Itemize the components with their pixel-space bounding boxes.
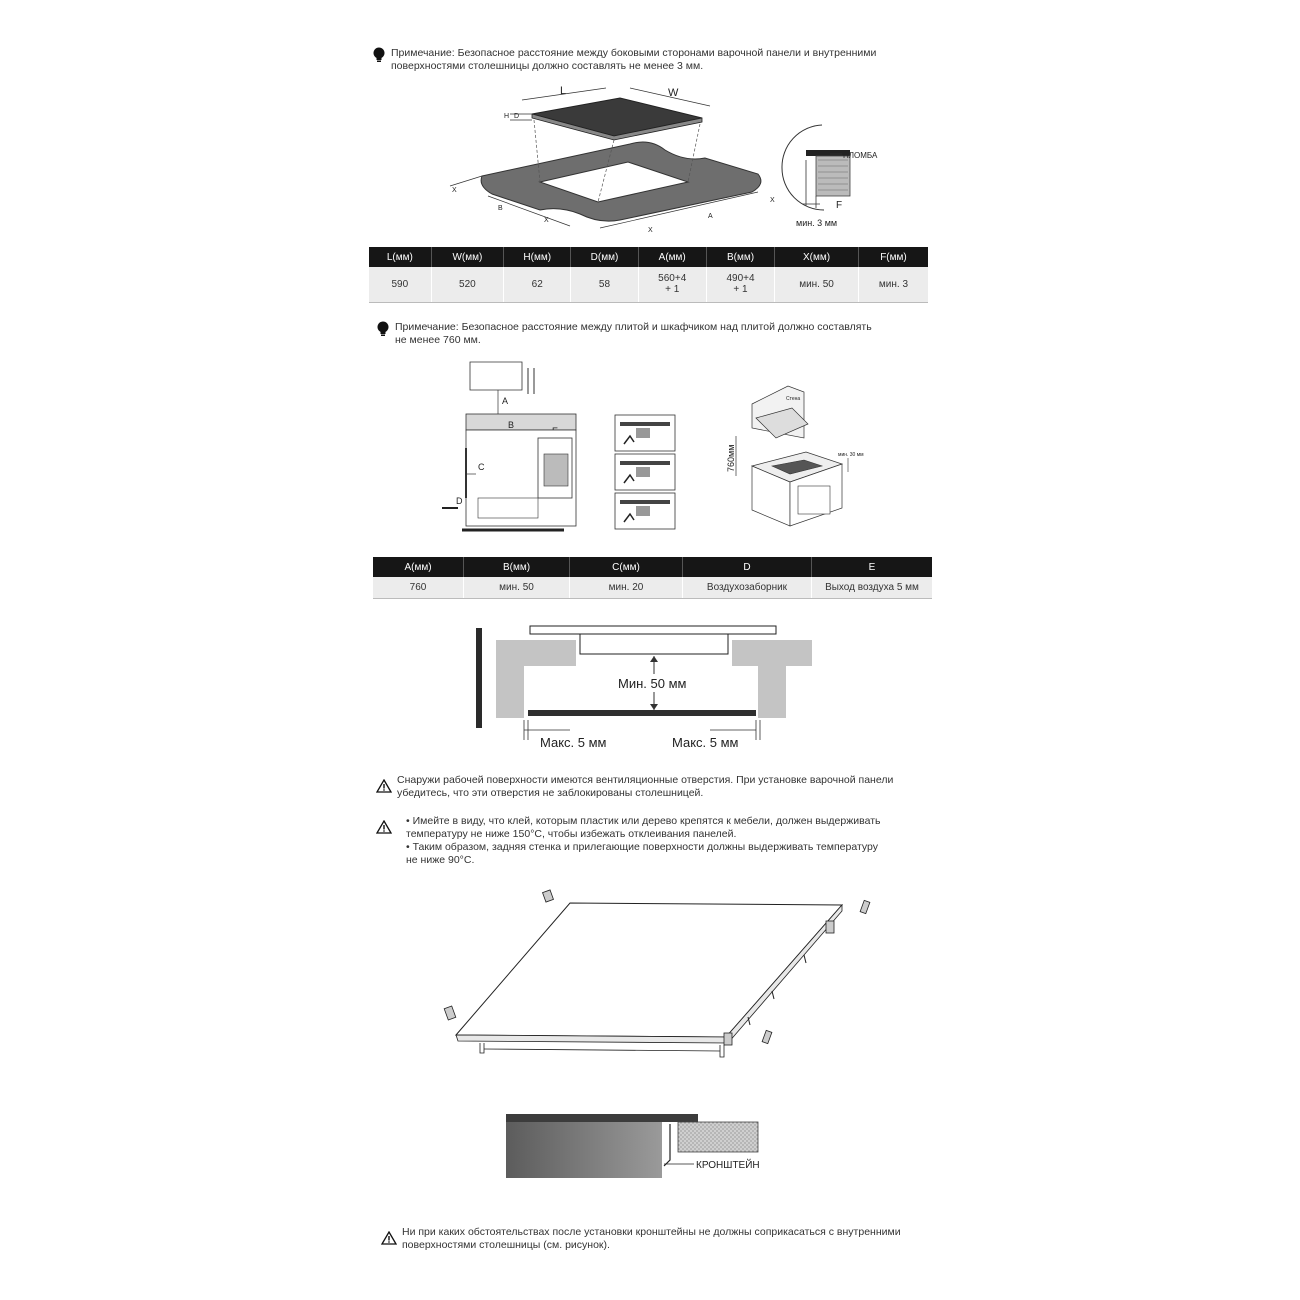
label-760mm: 760мм — [726, 444, 736, 472]
header-cell: H(мм) — [504, 247, 571, 267]
warning-icon — [376, 820, 392, 834]
warning-2-line-4: не ниже 90°С. — [406, 854, 475, 866]
table-cell: 760 — [373, 577, 464, 598]
label-X-bottom-left: X — [544, 217, 549, 224]
label-B: B — [508, 420, 515, 430]
warning-1 — [376, 774, 936, 802]
seal-detail-diagram — [772, 120, 892, 235]
label-C: C — [478, 462, 485, 472]
label-L: L — [560, 85, 567, 97]
label-D: D — [456, 496, 463, 506]
table-row — [369, 267, 928, 302]
table-row — [373, 577, 932, 598]
label-X-left: X — [452, 187, 457, 194]
warning-icon — [376, 779, 392, 793]
bracket-label: КРОНШТЕЙН — [696, 1160, 760, 1171]
table-cell: 520 — [431, 267, 503, 302]
warning-2-line-3: • Таким образом, задняя стенка и прилегающие поверхности должны выдерживать температуру — [406, 841, 878, 853]
label-A: A — [708, 213, 713, 220]
table-cell: мин. 3 — [858, 267, 928, 302]
label-X-right: X — [770, 197, 775, 204]
label-H: H — [504, 113, 510, 120]
bulb-icon — [372, 47, 386, 63]
min-50mm-label: Мин. 50 мм — [618, 676, 687, 691]
header-cell: X(мм) — [775, 247, 859, 267]
table-cell: 590 — [369, 267, 431, 302]
max-5mm-right-label: Макс. 5 мм — [672, 735, 739, 750]
label-X-bottom: X — [648, 227, 653, 234]
table-cell: мин. 50 — [775, 267, 859, 302]
header-cell: L(мм) — [369, 247, 431, 267]
warning-icon — [381, 1231, 397, 1245]
table-cell: 560+4 + 1 — [638, 267, 706, 302]
note-1-line-2: поверхностями столешницы должно составлять не менее 3 мм. — [391, 60, 704, 72]
kitchen-3d-diagram — [716, 380, 876, 530]
warning-1-line-1: Снаружи рабочей поверхности имеются вентиляционные отверстия. При установке варочной панели — [397, 774, 894, 786]
label-F: F — [836, 200, 843, 211]
header-cell: A(мм) — [638, 247, 706, 267]
table-cell: 62 — [504, 267, 571, 302]
note-1 — [372, 47, 932, 75]
wall-label: Стена — [786, 396, 801, 402]
label-A: A — [502, 396, 509, 406]
label-D: D — [514, 113, 520, 120]
cabinet-clearance-diagram — [438, 358, 588, 538]
min-30mm-label: мин. 30 мм — [838, 452, 864, 458]
header-cell: W(мм) — [431, 247, 503, 267]
label-W: W — [668, 87, 679, 99]
table-header-row — [369, 247, 928, 267]
table-cell: 490+4 + 1 — [706, 267, 774, 302]
bulb-icon — [376, 321, 390, 337]
warning-2-line-2: температуру не ниже 150°С, чтобы избежать отклеивания панелей. — [406, 828, 737, 840]
table-cell: 58 — [571, 267, 638, 302]
warning-3-line-1: Ни при каких обстоятельствах после установки кронштейны не должны соприкасаться с внутренними — [402, 1226, 901, 1238]
table-cell: мин. 20 — [570, 577, 683, 598]
header-cell: B(мм) — [706, 247, 774, 267]
note-2-line-2: не менее 760 мм. — [395, 334, 481, 346]
table-header-row — [373, 557, 932, 577]
warning-1-line-2: убедитесь, что эти отверстия не заблокированы столешницей. — [397, 787, 704, 799]
dimensions-table — [369, 247, 928, 303]
table-cell: Воздухозаборник — [683, 577, 812, 598]
header-cell: D(мм) — [571, 247, 638, 267]
header-cell: B(мм) — [464, 557, 570, 577]
header-cell: C(мм) — [570, 557, 683, 577]
header-cell: A(мм) — [373, 557, 464, 577]
note-2-line-1: Примечание: Безопасное расстояние между плитой и шкафчиком над плитой должно составлять — [395, 321, 872, 333]
note-1-line-1: Примечание: Безопасное расстояние между боковыми сторонами варочной панели и внутренними — [391, 47, 877, 59]
warning-2 — [376, 815, 936, 869]
header-cell: E — [812, 557, 933, 577]
max-5mm-left-label: Макс. 5 мм — [540, 735, 607, 750]
table-cell: мин. 50 — [464, 577, 570, 598]
header-cell: F(мм) — [858, 247, 928, 267]
hob-brackets-diagram — [440, 885, 880, 1065]
hob-plate — [532, 98, 702, 136]
min-3mm-label: мин. 3 мм — [796, 218, 838, 228]
warning-3 — [381, 1226, 941, 1254]
warning-3-line-2: поверхностями столешницы (см. рисунок). — [402, 1239, 610, 1251]
header-cell: D — [683, 557, 812, 577]
table-cell: Выход воздуха 5 мм — [812, 577, 933, 598]
label-B: B — [498, 205, 503, 212]
bracket-section-diagram — [504, 1110, 784, 1182]
note-2 — [376, 321, 936, 349]
warning-2-line-1: • Имейте в виду, что клей, которым пластик или дерево крепятся к мебели, должен выдерживать — [406, 815, 881, 827]
seal-label: ПЛОМБА — [843, 151, 878, 160]
airflow-detail-panels — [614, 414, 676, 532]
cross-section-diagram — [470, 622, 820, 756]
clearance-table — [373, 557, 932, 599]
